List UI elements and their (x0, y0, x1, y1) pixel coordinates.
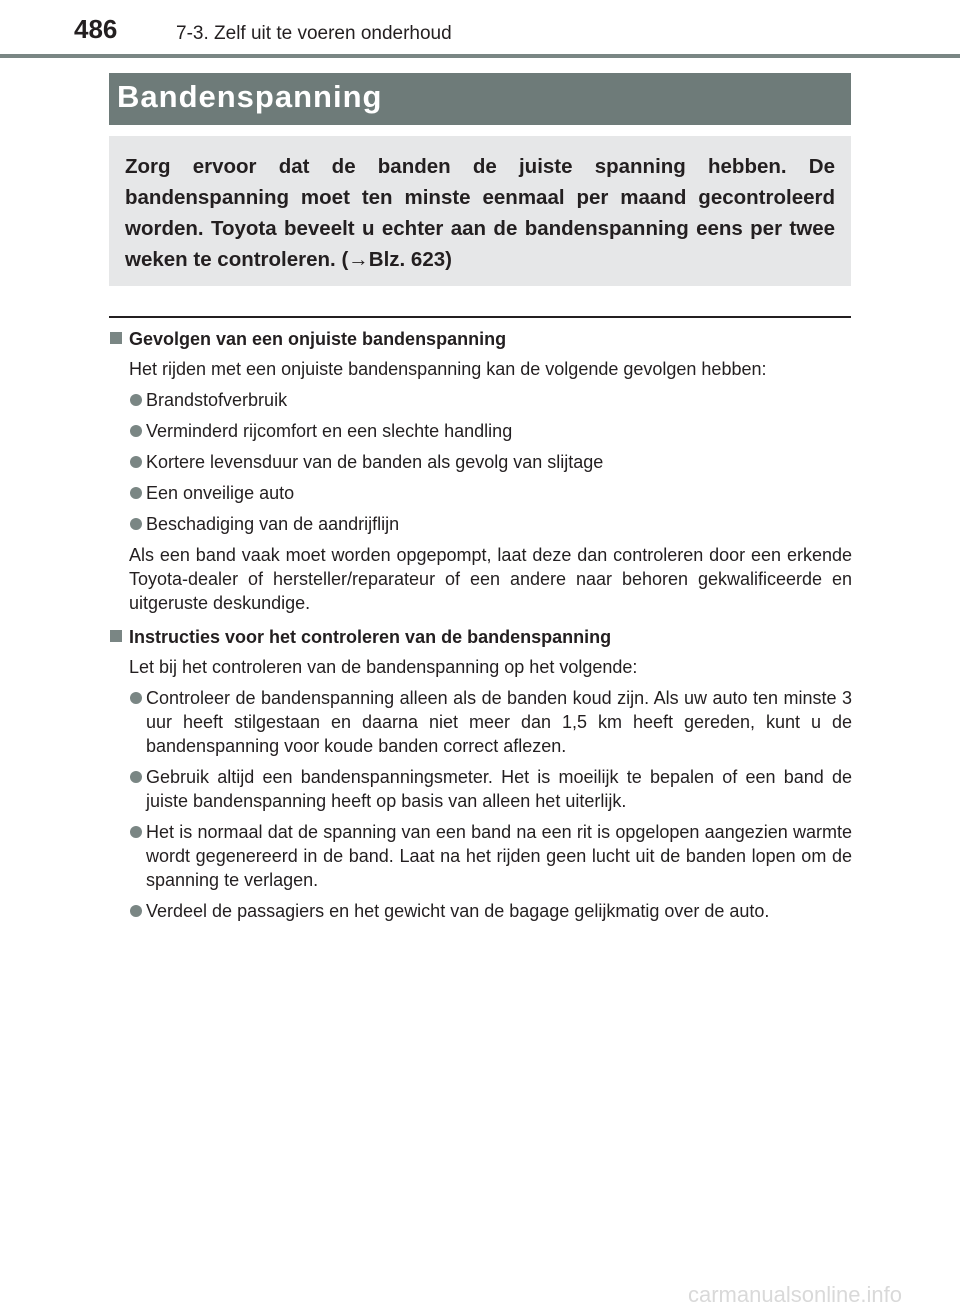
circle-bullet-icon (130, 905, 142, 917)
footer-watermark: carmanualsonline.info (688, 1282, 903, 1307)
page-number: 486 (74, 14, 118, 44)
list-item: Controleer de bandenspanning alleen als de banden koud zijn. Als uw auto ten minste 3 uur heeft stilgestaan en daarna niet meer dan 1,5 km heeft gereden, kunt u de bandenspanning voor koude banden correct aflezen. (110, 686, 852, 758)
section-heading (110, 625, 852, 649)
chapter-title: 7-3. Zelf uit te voeren onderhoud (176, 23, 452, 44)
list-item: Verminderd rijcomfort en een slechte handling (110, 419, 852, 443)
section-closing: Als een band vaak moet worden opgepompt, laat deze dan controleren door een erkende Toyota-dealer of hersteller/reparateur of een andere naar behoren gekwalificeerde en uitgeruste deskundige. (129, 545, 852, 613)
square-bullet-icon (110, 332, 122, 344)
list-item: Brandstofverbruik (110, 388, 852, 412)
list-item: Gebruik altijd een bandenspanningsmeter. Het is moeilijk te bepalen of een band de juiste bandenspanning heeft op basis van alleen het uiterlijk. (110, 765, 852, 813)
title-banner (109, 73, 851, 125)
circle-bullet-icon (130, 518, 142, 530)
list-item: Een onveilige auto (110, 481, 852, 505)
section-intro: Het rijden met een onjuiste bandenspanning kan de volgende gevolgen hebben: (129, 359, 767, 379)
circle-bullet-icon (130, 456, 142, 468)
circle-bullet-icon (130, 425, 142, 437)
section-heading-text: Instructies voor het controleren van de bandenspanning (129, 627, 612, 647)
circle-bullet-icon (130, 826, 142, 838)
list-item: Kortere levensduur van de banden als gevolg van slijtage (110, 450, 852, 474)
section-divider (109, 316, 851, 318)
section-intro: Let bij het controleren van de bandenspanning op het volgende: (129, 657, 638, 677)
circle-bullet-icon (130, 487, 142, 499)
intro-box (109, 136, 851, 286)
page-title: Bandenspanning (117, 79, 383, 114)
content (110, 327, 852, 930)
list-item: Het is normaal dat de spanning van een band na een rit is opgelopen aangezien warmte wordt gegenereerd in de band. Laat na het rijden geen lucht uit de banden lopen om de spanning te verlagen. (110, 820, 852, 892)
list-item: Verdeel de passagiers en het gewicht van de bagage gelijkmatig over de auto. (110, 899, 852, 923)
section-heading-text: Gevolgen van een onjuiste bandenspanning (129, 329, 507, 349)
intro-text: Zorg ervoor dat de banden de juiste spanning hebben. De bandenspanning moet ten minste eenmaal per maand gecontroleerd worden. Toyota beveelt u echter aan de bandenspanning eens per twee weken te controleren. (→Blz. 623) (125, 155, 835, 271)
section-heading (110, 327, 852, 351)
circle-bullet-icon (130, 394, 142, 406)
page-header (0, 0, 960, 60)
list-item: Beschadiging van de aandrijflijn (110, 512, 852, 536)
header-divider (0, 54, 960, 58)
circle-bullet-icon (130, 692, 142, 704)
square-bullet-icon (110, 630, 122, 642)
circle-bullet-icon (130, 771, 142, 783)
